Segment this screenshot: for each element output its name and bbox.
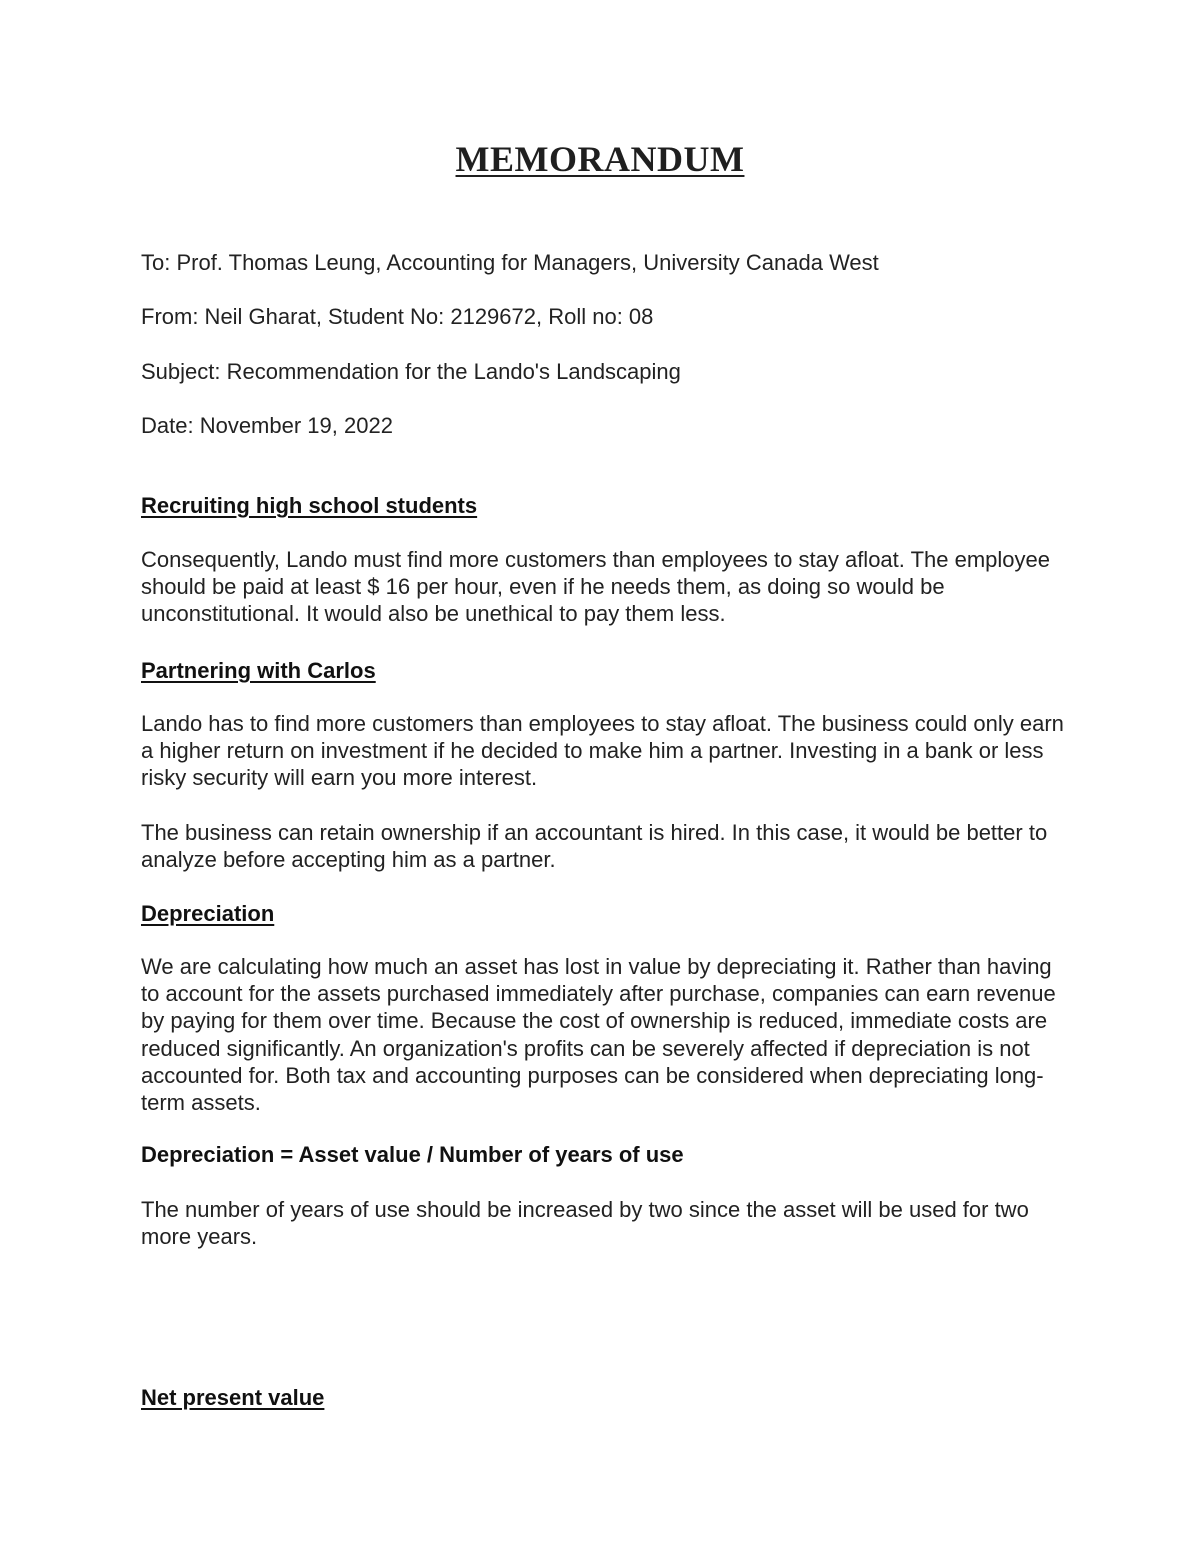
section-heading-depreciation: Depreciation [141,901,275,926]
section-heading-partnering: Partnering with Carlos [141,658,376,683]
paragraph-partnering-1: Lando has to find more customers than employees to stay afloat. The business could only earn a higher return on investment if he decided to make him a partner. Investing in a bank or less risky security will earn you more interest. [141,711,1064,791]
section-heading-recruiting: Recruiting high school students [141,493,478,518]
section-heading-npv: Net present value [141,1385,325,1410]
depreciation-formula: Depreciation = Asset value / Number of years of use [141,1142,684,1167]
paragraph-partnering-2: The business can retain ownership if an accountant is hired. In this case, it would be better to analyze before accepting him as a partner. [141,820,1048,873]
paragraph-depreciation-1: We are calculating how much an asset has lost in value by depreciating it. Rather than having to account for the assets purchased immediately after purchase, companies can earn revenue by paying for them over time. Because the cost of ownership is reduced, immediate costs are reduced significantly. An organization's profits can be severely affected if depreciation is not accounted for. Both tax and accounting purposes can be considered when depreciating long-term assets. [141,954,1056,1116]
memo-title: MEMORANDUM [455,139,745,179]
memo-subject-line: Subject: Recommendation for the Lando's Landscaping [141,359,681,384]
paragraph-recruiting: Consequently, Lando must find more customers than employees to stay afloat. The employee should be paid at least $ 16 per hour, even if he needs them, as doing so would be unconstitutional. It would also be unethical to pay them less. [141,547,1051,627]
memo-to-line: To: Prof. Thomas Leung, Accounting for Managers, University Canada West [141,250,879,275]
memo-date-line: Date: November 19, 2022 [141,413,393,438]
memo-from-line: From: Neil Gharat, Student No: 2129672, Roll no: 08 [141,304,654,329]
paragraph-depreciation-2: The number of years of use should be increased by two since the asset will be used for two more years. [141,1197,1029,1250]
